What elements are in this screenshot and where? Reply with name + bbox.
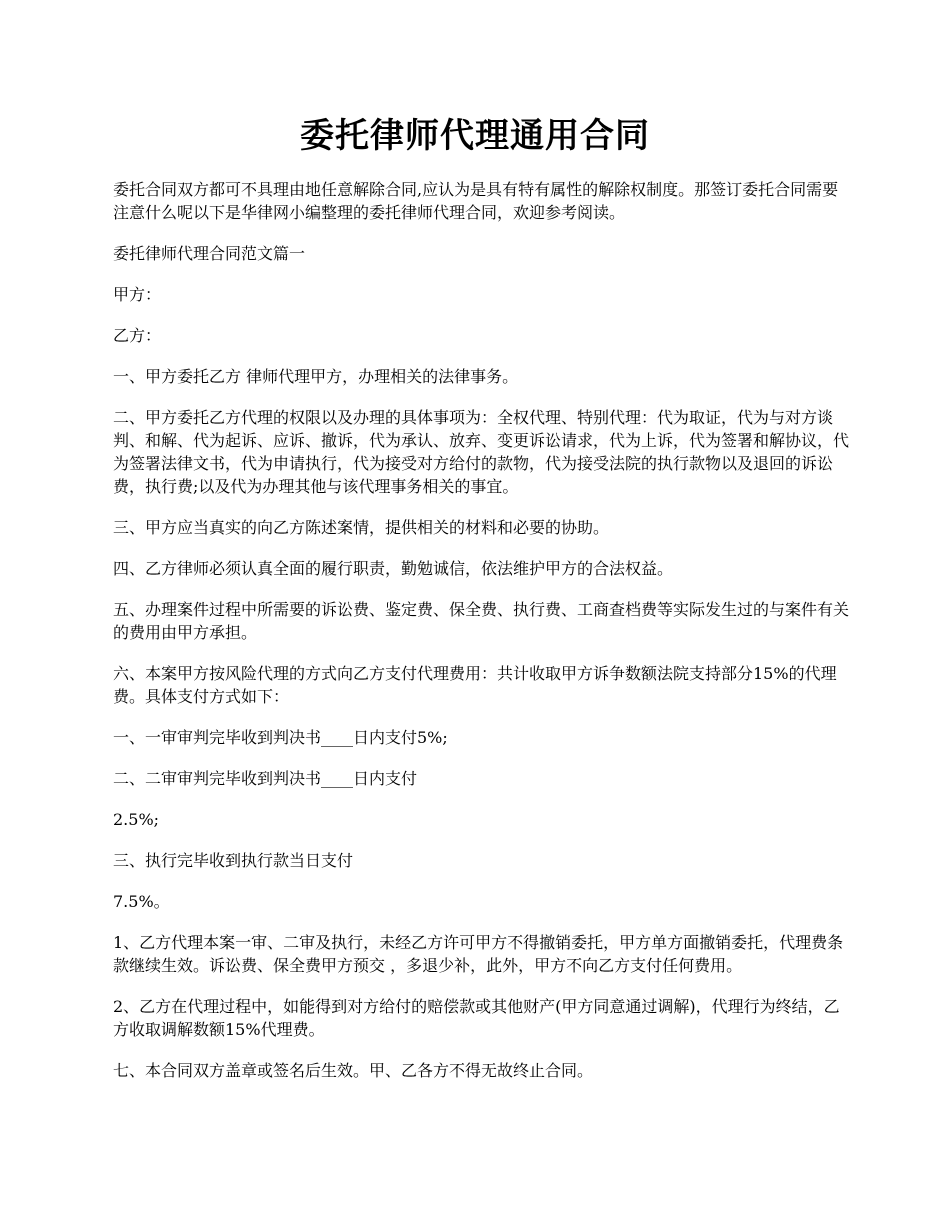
party-b-line: 乙方：: [113, 326, 162, 345]
clause-3: 三、甲方应当真实的向乙方陈述案情，提供相关的材料和必要的协助。: [113, 518, 610, 537]
note-2: 2、乙方在代理过程中，如能得到对方给付的赔偿款或其他财产(甲方同意通过调解)，代理行为终结，乙方收取调解数额15%代理费。: [113, 997, 840, 1039]
clause-1: 一、甲方委托乙方 律师代理甲方，办理相关的法律事务。: [113, 367, 519, 386]
payment-item-3: 三、执行完毕收到执行款当日支付: [113, 851, 354, 870]
note-1: 1、乙方代理本案一审、二审及执行，未经乙方许可甲方不得撤销委托，甲方单方面撤销委托，代理费条款继续生效。诉讼费、保全费甲方预交 ，多退少补，此外，甲方不向乙方支付任何费用。: [113, 933, 844, 975]
clause-6: 六、本案甲方按风险代理的方式向乙方支付代理费用：共计收取甲方诉争数额法院支持部分15%的代理费。具体支付方式如下：: [113, 664, 837, 706]
clause-5: 五、办理案件过程中所需要的诉讼费、鉴定费、保全费、执行费、工商查档费等实际发生过的与案件有关的费用由甲方承担。: [113, 600, 850, 642]
clause-2: 二、甲方委托乙方代理的权限以及办理的具体事项为：全权代理、特别代理：代为取证，代为与对方谈判、和解、代为起诉、应诉、撤诉，代为承认、放弃、变更诉讼请求，代为上诉，代为签署和解协议，代为签署法律文书，代为申请执行，代为接受对方给付的款物，代为接受法院的执行款物以及退回的诉讼费，执行费;以及代为办理其他与该代理事务相关的事宜。: [113, 408, 850, 496]
payment-item-2-rate: 2.5%;: [113, 810, 160, 829]
clause-4: 四、乙方律师必须认真全面的履行职责，勤勉诚信，依法维护甲方的合法权益。: [113, 559, 674, 578]
document-title: 委托律师代理通用合同: [300, 116, 650, 156]
section-heading: 委托律师代理合同范文篇一: [113, 244, 306, 263]
payment-item-2: 二、二审审判完毕收到判决书____日内支付: [113, 769, 418, 788]
party-a-line: 甲方：: [113, 285, 162, 304]
payment-item-1: 一、一审审判完毕收到判决书____日内支付5%;: [113, 728, 448, 747]
payment-item-3-rate: 7.5%。: [113, 892, 170, 911]
clause-7: 七、本合同双方盖章或签名后生效。甲、乙各方不得无故终止合同。: [113, 1061, 594, 1080]
intro-paragraph: 委托合同双方都可不具理由地任意解除合同,应认为是具有特有属性的解除权制度。那签订委托合同需要注意什么呢以下是华律网小编整理的委托律师代理合同，欢迎参考阅读。: [113, 180, 839, 222]
document-body: [113, 178, 853, 1100]
